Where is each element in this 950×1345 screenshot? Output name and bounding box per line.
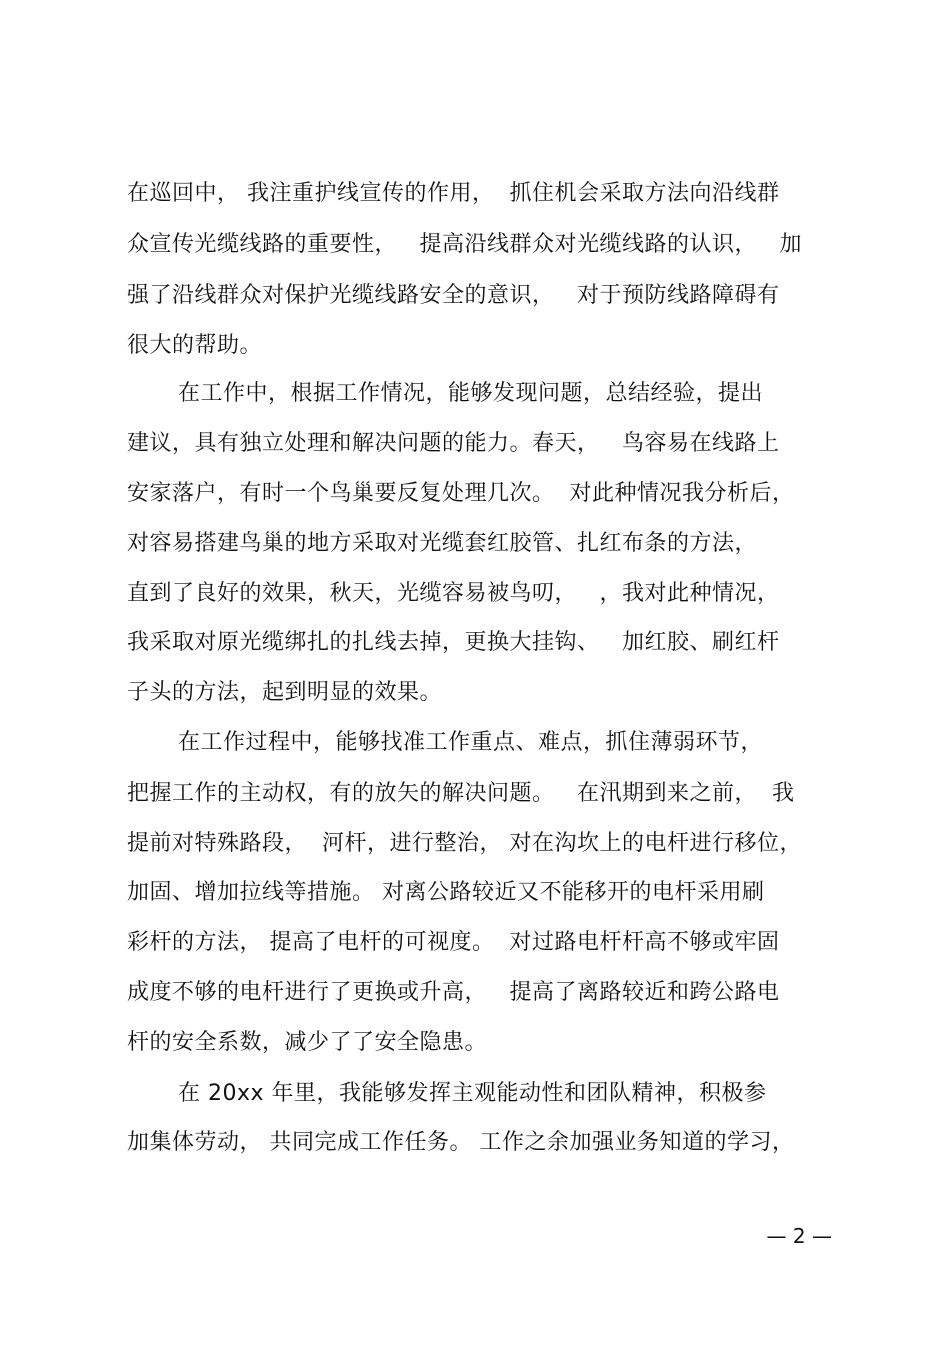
- text-line: 建议，具有独立处理和解决问题的能力。春天， 鸟容易在线路上: [127, 431, 780, 456]
- paragraph-first-line: 在 20xx 年里，我能够发挥主观能动性和团队精神，积极参: [178, 1081, 767, 1106]
- page-number: — 2 —: [766, 1224, 832, 1248]
- text-line: 很大的帮助。: [127, 333, 263, 358]
- text-line: 在巡回中， 我注重护线宣传的作用， 抓住机会采取方法向沿线群: [127, 181, 780, 206]
- text-line: 彩杆的方法， 提高了电杆的可视度。 对过路电杆杆高不够或牢固: [127, 930, 780, 955]
- text-line: 安家落户，有时一个鸟巢要反复处理几次。 对此种情况我分析后，: [127, 481, 795, 506]
- text-line: 我采取对原光缆绑扎的扎线去掉，更换大挂钩、 加红胶、刷红杆: [127, 630, 780, 655]
- text-line: 加固、增加拉线等措施。 对离公路较近又不能移开的电杆采用刷: [127, 880, 765, 905]
- text-line: 直到了良好的效果，秋天，光缆容易被鸟叨， ，我对此种情况，: [127, 581, 780, 606]
- text-line: 子头的方法，起到明显的效果。: [127, 680, 443, 705]
- text-line: 对容易搭建鸟巢的地方采取对光缆套红胶管、扎红布条的方法，: [127, 531, 758, 556]
- text-line: 提前对特殊路段， 河杆，进行整治， 对在沟坎上的电杆进行移位，: [127, 831, 802, 856]
- paragraph-first-line: 在工作中，根据工作情况，能够发现问题，总结经验，提出: [178, 381, 764, 406]
- text-line: 加集体劳动， 共同完成工作任务。 工作之余加强业务知道的学习，: [127, 1130, 795, 1155]
- text-line: 杆的安全系数，减少了了安全隐患。: [127, 1030, 488, 1055]
- text-line: 强了沿线群众对保护光缆线路安全的意识， 对于预防线路障碍有: [127, 283, 780, 308]
- text-line: 成度不够的电杆进行了更换或升高， 提高了离路较近和跨公路电: [127, 980, 780, 1005]
- text-line: 众宣传光缆线路的重要性， 提高沿线群众对光缆线路的认识， 加: [127, 232, 802, 257]
- text-line: 把握工作的主动权，有的放矢的解决问题。 在汛期到来之前， 我: [127, 781, 795, 806]
- paragraph-first-line: 在工作过程中，能够找准工作重点、难点，抓住薄弱环节，: [178, 730, 764, 755]
